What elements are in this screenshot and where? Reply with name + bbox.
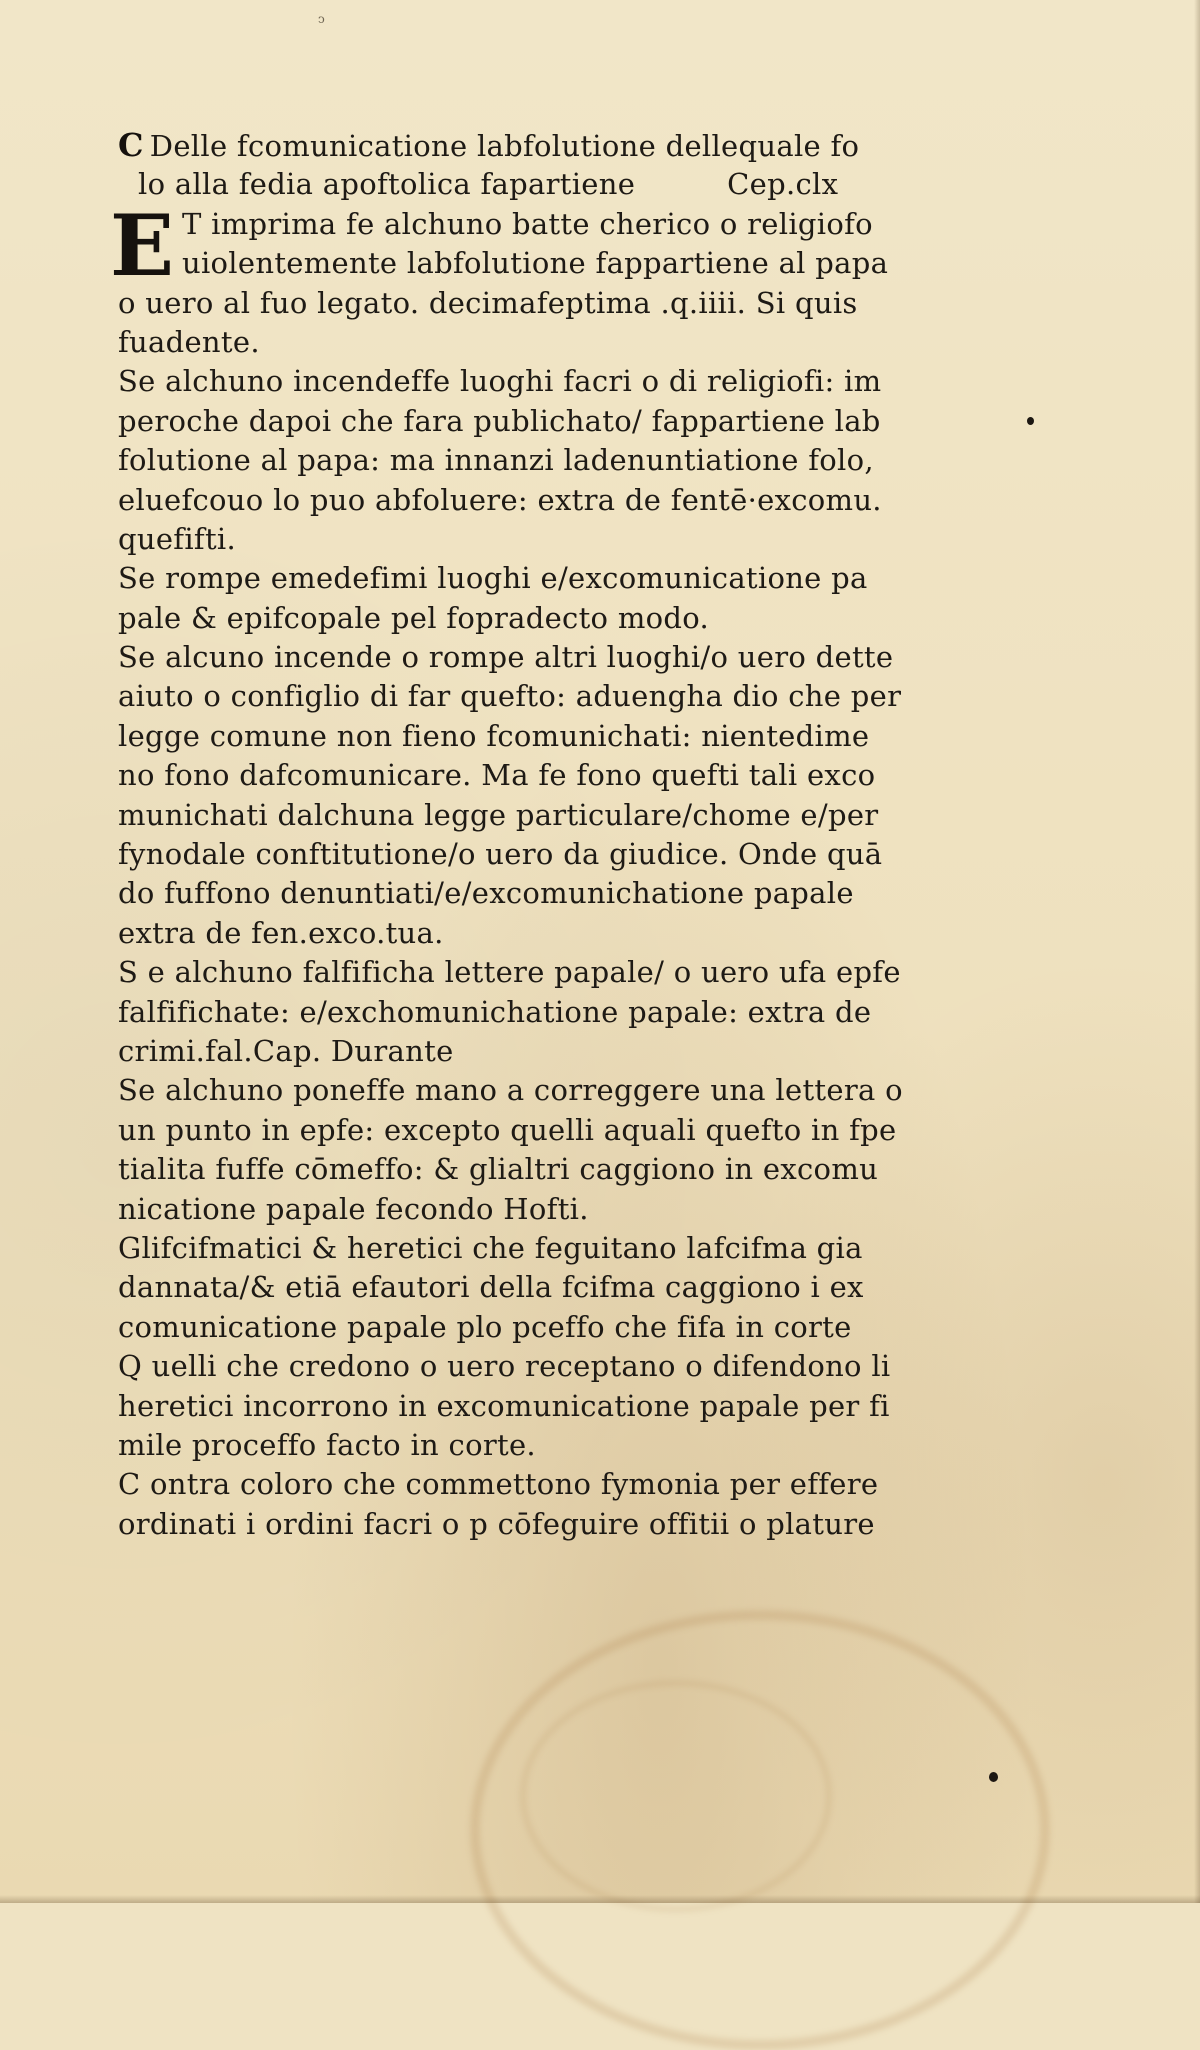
text-line: extra de fen.exco.tua.	[118, 915, 444, 950]
ink-blot	[1027, 417, 1034, 425]
text-line: heretici incorrono in excomunicatione papale per fi	[118, 1388, 890, 1423]
text-line: Se rompe emedefimi luoghi e/excomunicatione pa	[118, 561, 868, 596]
text-line: peroche dapoi che fara publichato/ fappartiene lab	[118, 403, 881, 438]
chapter-label: Cep.clx	[727, 167, 839, 202]
text-line: aiuto o configlio di far quefto: aduengha dio che per	[118, 679, 902, 714]
heading-text: Delle fcomunicatione labfolutione dellequale fo	[149, 129, 860, 163]
folio-mark: ↄ	[318, 12, 325, 26]
text-line: fynodale conftitutione/o uero da giudice. Onde quā	[118, 837, 883, 872]
text-line: nicatione papale fecondo Hofti.	[118, 1191, 589, 1226]
text-line: Q uelli che credono o uero receptano o difendono li	[118, 1349, 891, 1384]
text-line: falfifichate: e/exchomunichatione papale: extra de	[118, 994, 872, 1029]
text-line: crimi.fal.Cap. Durante	[118, 1033, 454, 1068]
text-line: do fuffono denuntiati/e/excomunichatione papale	[118, 876, 854, 911]
text-line: Glifcifmatici & heretici che feguitano lafcifma gia	[118, 1230, 863, 1265]
text-line: S e alchuno falfificha lettere papale/ o uero ufa epfe	[118, 955, 901, 990]
heading-text: lo alla fedia apoftolica fapartiene	[138, 167, 636, 202]
text-line: tialita fuffe cōmeffo: & glialtri caggiono in excomu	[118, 1152, 879, 1187]
page-bottom-shadow	[0, 1895, 1200, 1903]
text-line: dannata/& etiā efautori della fcifma caggiono i ex	[118, 1270, 864, 1305]
ink-blot	[989, 1772, 998, 1782]
page-edge-shadow	[1194, 0, 1200, 1903]
heading-line	[118, 126, 938, 165]
text-line: mile proceffo facto in corte.	[118, 1427, 536, 1462]
text-line: no fono dafcomunicare. Ma fe fono quefti tali exco	[118, 758, 876, 793]
text-line: Se alcuno incende o rompe altri luoghi/o uero dette	[118, 640, 894, 675]
water-stain-inner	[520, 1680, 832, 1912]
text-line: munichati dalchuna legge particulare/chome e/per	[118, 797, 879, 832]
text-line: folutione al papa: ma innanzi ladenuntiatione folo,	[118, 443, 874, 478]
heading-line	[118, 165, 938, 204]
text-line: legge comune non fieno fcomunichati: nientedime	[118, 718, 870, 753]
text-line: o uero al fuo legato. decimafeptima .q.iiii. Si quis	[118, 285, 858, 320]
text-block	[110, 126, 938, 1544]
text-line: T imprima fe alchuno batte cherico o religiofo	[182, 206, 873, 241]
text-line: fuadente.	[118, 324, 260, 359]
text-line: quefifti.	[118, 521, 236, 556]
text-line: uiolentemente labfolutione fappartiene al papa	[182, 246, 889, 281]
text-line: eluefcouo lo puo abfoluere: extra de fentē·excomu.	[118, 482, 882, 517]
pilcrow-icon: C	[118, 126, 144, 164]
text-line: Se alchuno incendeffe luoghi facri o di religiofi: im	[118, 364, 882, 399]
text-line: ordinati i ordini facri o p cōfeguire offitii o plature	[118, 1506, 875, 1541]
text-line: comunicatione papale plo pceffo che fifa in corte	[118, 1309, 852, 1344]
text-line: un punto in epfe: excepto quelli aquali quefto in fpe	[118, 1112, 897, 1147]
drop-initial: E	[110, 196, 175, 295]
text-line: C ontra coloro che commettono fymonia per effere	[118, 1467, 879, 1502]
text-line: Se alchuno poneffe mano a correggere una lettera o	[118, 1073, 903, 1108]
text-line: pale & epifcopale pel fopradecto modo.	[118, 600, 710, 635]
